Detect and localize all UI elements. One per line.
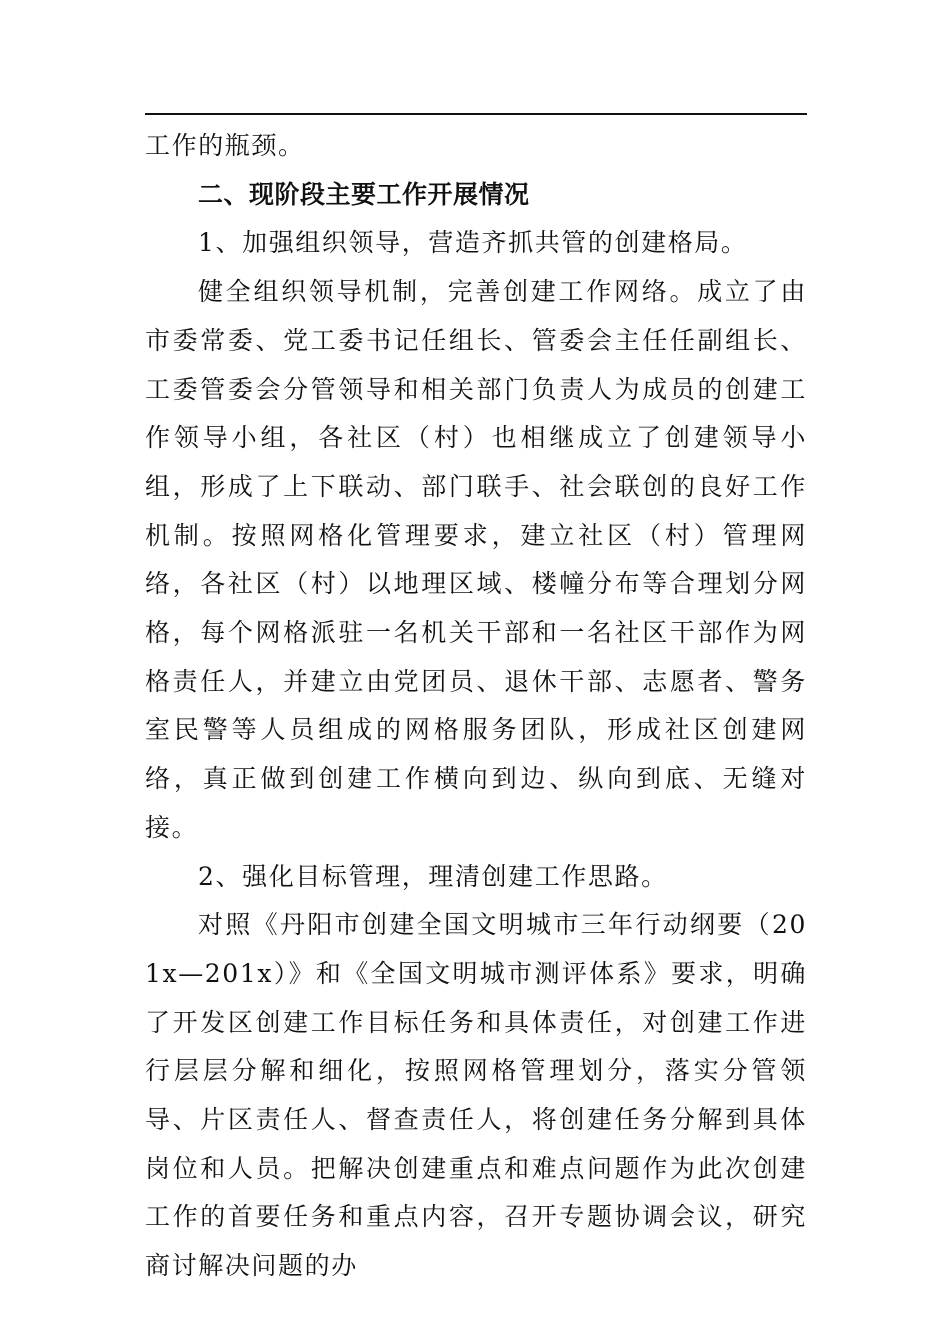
- section-heading: 二、现阶段主要工作开展情况: [198, 179, 530, 209]
- document-body: [145, 122, 807, 1291]
- subheading-1: 1、加强组织领导，营造齐抓共管的创建格局。: [198, 228, 748, 258]
- paragraph-organization: 健全组织领导机制，完善创建工作网络。成立了由市委常委、党工委书记任组长、管委会主任任副组长、工委管委会分管领导和相关部门负责人为成员的创建工作领导小组，各社区（村）也相继成立了创建领导小组，形成了上下联动、部门联手、社会联创的良好工作机制。按照网格化管理要求，建立社区（村）管理网络，各社区（村）以地理区域、楼幢分布等合理划分网格，每个网格派驻一名机关干部和一名社区干部作为网格责任人，并建立由党团员、退休干部、志愿者、警务室民警等人员组成的网格服务团队，形成社区创建网络，真正做到创建工作横向到边、纵向到底、无缝对接。: [145, 277, 807, 842]
- header-rule: [145, 113, 807, 115]
- subheading-2: 2、强化目标管理，理清创建工作思路。: [198, 861, 668, 891]
- paragraph-continuation: 工作的瓶颈。: [145, 131, 305, 160]
- paragraph-targets: 对照《丹阳市创建全国文明城市三年行动纲要（201x—201x）》和《全国文明城市测评体系》要求，明确了开发区创建工作目标任务和具体责任，对创建工作进行层层分解和细化，按照网格管理划分，落实分管领导、片区责任人、督查责任人，将创建任务分解到具体岗位和人员。把解决创建重点和难点问题作为此次创建工作的首要任务和重点内容，召开专题协调会议，研究商讨解决问题的办: [145, 910, 807, 1281]
